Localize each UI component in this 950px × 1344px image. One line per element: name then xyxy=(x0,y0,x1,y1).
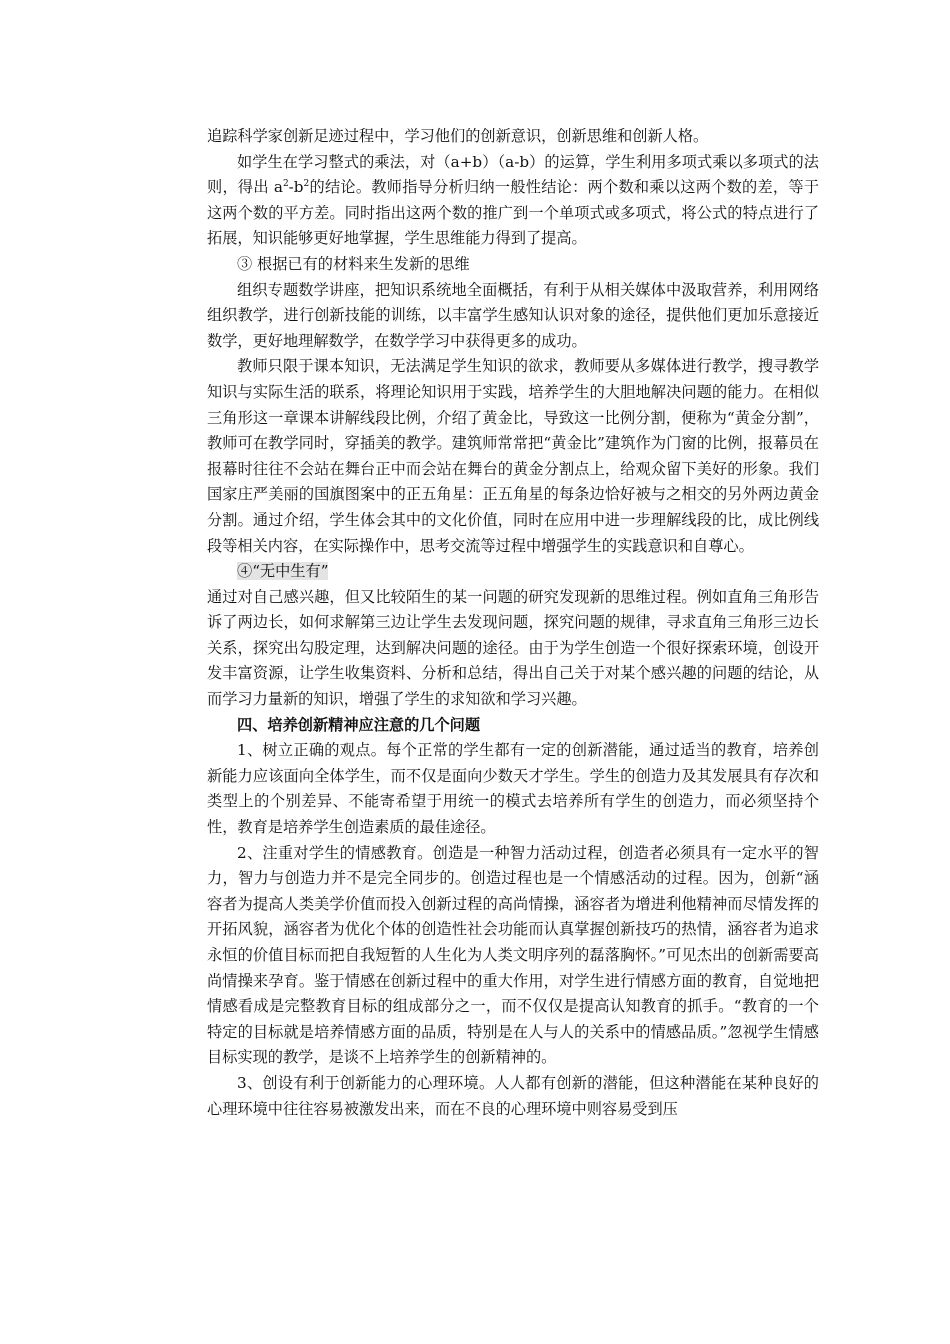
section-heading: 四、培养创新精神应注意的几个问题 xyxy=(237,715,480,734)
paragraph: 通过对自己感兴趣，但又比较陌生的某一问题的研究发现新的思维过程。例如直角三角形告诉了两边长，如何求解第三边让学生去发现问题，探究问题的规律，寻求直角三角形三边长关系，探究出勾股定理，达到解决问题的途径。由于为学生创造一个很好探索环境，创设开发丰富资源，让学生收集资料、分析和总结，得出自己关于对某个感兴趣的问题的结论，从而学习力量新的知识，增强了学生的求知欲和学习兴趣。 xyxy=(207,587,819,709)
formula-paragraph: 如学生在学习整式的乘法，对（a+b）（a-b）的运算，学生利用多项式乘以多项式的法则，得出 $a^2-b^2$的结论。教师指导分析归纳一般性结论：两个数和乘以这两个数的差，等于这两个数的平方差。同时指出这两个数的推广到一个单项式或多项式，将公式的特点进行了拓展，知识能够更好地掌握，学生思维能力得到了提高。 xyxy=(207,152,820,248)
paragraph: 1、树立正确的观点。每个正常的学生都有一定的创新潜能，通过适当的教育，培养创新能力应该面向全体学生，而不仅是面向少数天才学生。学生的创造力及其发展具有存次和类型上的个别差异、不能寄希望于用统一的模式去培养所有学生的创造力，而必须坚持个性，教育是培养学生创造素质的最佳途径。 xyxy=(207,741,819,837)
paragraph: 2、注重对学生的情感教育。创造是一种智力活动过程，创造者必须具有一定水平的智力，智力与创造力并不是完全同步的。创造过程也是一个情感活动的过程。因为，创新“涵容者为提高人类美学价值而投入创新过程的高尚情操，涵容者为增进利他精神而尽情发挥的开拓风貌，涵容者为优化个体的创造性社会功能而认真掌握创新技巧的热情，涵容者为追求永恒的价值目标而把自我短暂的人生化为人类文明序列的磊落胸怀。”可见杰出的创新需要高尚情操来孕育。鉴于情感在创新过程中的重大作用，对学生进行情感方面的教育，自觉地把情感看成是完整教育目标的组成部分之一，而不仅仅是提高认知教育的抓手。“教育的一个特定的目标就是培养情感方面的品质，特别是在人与人的关系中的情感品质。”忽视学生情感目标实现的教学，是谈不上培养学生的创新精神的。 xyxy=(207,843,819,1067)
subheading: ③ 根据已有的材料来生发新的思维 xyxy=(237,254,470,273)
paragraph: 教师只限于课本知识，无法满足学生知识的欲求，教师要从多媒体进行教学，搜寻教学知识与实际生活的联系，将理论知识用于实践，培养学生的大胆地解决问题的能力。在相似三角形这一章课本讲解线段比例，介绍了黄金比，导致这一比例分割，便称为“黄金分割”，教师可在教学同时，穿插美的教学。建筑师常常把“黄金比”建筑作为门窗的比例，报幕员在报幕时往往不会站在舞台正中而会站在舞台的黄金分割点上，给观众留下美好的形象。我们国家庄严美丽的国旗图案中的正五角星：正五角星的每条边恰好被与之相交的另外两边黄金分割。通过介绍，学生体会其中的文化价值，同时在应用中进一步理解线段的比，成比例线段等相关内容，在实际操作中，思考交流等过程中增强学生的实践意识和自尊心。 xyxy=(207,357,819,555)
paragraph: 组织专题数学讲座，把知识系统地全面概括，有利于从相关媒体中汲取营养，利用网络组织教学，进行创新技能的训练，以丰富学生感知认识对象的途径，提供他们更加乐意接近数学，更好地理解数学，在数学学习中获得更多的成功。 xyxy=(207,280,819,350)
highlighted-subheading: ④“无中生有” xyxy=(237,562,329,581)
subheading xyxy=(207,559,819,585)
paragraph: 追踪科学家创新足迹过程中，学习他们的创新意识，创新思维和创新人格。 xyxy=(207,127,709,145)
paragraph: 3、创设有利于创新能力的心理环境。人人都有创新的潜能，但这种潜能在某种良好的心理环境中往往容易被激发出来，而在不良的心理环境中则容易受到压 xyxy=(207,1073,819,1118)
document-body xyxy=(207,124,819,1122)
